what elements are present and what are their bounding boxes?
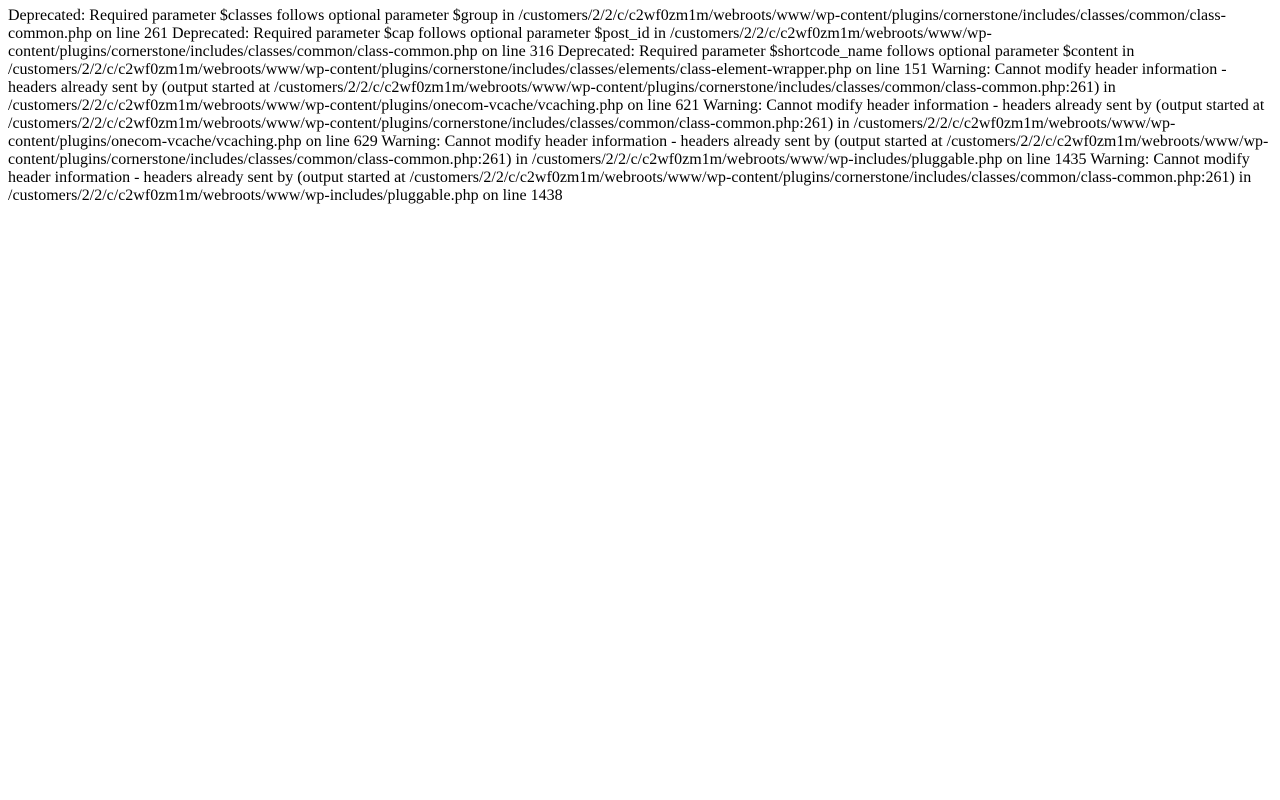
error-message-warning: Warning: Cannot modify header information - headers already sent by (output started at /customers/2/2/c/c2wf0zm1m/webroots/www/wp-content/plugins/cornerstone/includes/classes/common/class-common.php:261) in /customers/2/2/c/c2wf0zm1m/webroots/www/wp-includes/pluggable.php on line 1435 [8, 133, 1269, 168]
line-number: 261 [144, 25, 168, 42]
error-text: Required parameter $shortcode_name follows optional parameter $content in [638, 43, 1135, 60]
error-level: Deprecated [8, 7, 81, 24]
error-text: Cannot modify header information - headers already sent by (output started at /customers/2/2/c/c2wf0zm1m/webroots/www/wp-content/plugins/cornerstone/includes/classes/common/class-common.php:261) in [8, 151, 1252, 186]
error-file-path: /customers/2/2/c/c2wf0zm1m/webroots/www/wp-includes/pluggable.php [531, 151, 1003, 168]
error-level: Deprecated [172, 25, 245, 42]
error-text: Cannot modify header information - headers already sent by (output started at /customers/2/2/c/c2wf0zm1m/webroots/www/wp-content/plugins/cornerstone/includes/classes/common/class-common.php:261) in [8, 133, 1269, 168]
line-label: on line [627, 97, 672, 114]
error-message-deprecated: Deprecated: Required parameter $cap follows optional parameter $post_id in /customers/2/2/c/c2wf0zm1m/webroots/www/wp-content/plugins/cornerstone/includes/classes/common/class-common.php on line 316 [8, 25, 992, 60]
error-text: Required parameter $cap follows optional parameter $post_id in [253, 25, 667, 42]
error-level: Warning [703, 97, 758, 114]
error-message-warning: Warning: Cannot modify header information - headers already sent by (output started at /customers/2/2/c/c2wf0zm1m/webroots/www/wp-content/plugins/cornerstone/includes/classes/common/class-common.php:261) in /customers/2/2/c/c2wf0zm1m/webroots/www/wp-content/plugins/onecom-vcache/vcaching.php on line 629 [8, 97, 1265, 150]
error-text: Cannot modify header information - headers already sent by (output started at /customers/2/2/c/c2wf0zm1m/webroots/www/wp-content/plugins/cornerstone/includes/classes/common/class-common.php:261) in [8, 97, 1265, 132]
error-log [8, 7, 1272, 205]
line-label: on line [855, 61, 900, 78]
line-number: 1438 [530, 187, 563, 204]
error-level: Warning [1090, 151, 1145, 168]
error-file-path: /customers/2/2/c/c2wf0zm1m/webroots/www/wp-content/plugins/cornerstone/includes/classes/common/class-common.php [8, 25, 992, 60]
line-number: 629 [353, 133, 378, 150]
error-file-path: /customers/2/2/c/c2wf0zm1m/webroots/www/wp-includes/pluggable.php [8, 187, 479, 204]
error-file-path: /customers/2/2/c/c2wf0zm1m/webroots/www/wp-content/plugins/onecom-vcache/vcaching.php [8, 115, 1176, 150]
error-message-warning: Warning: Cannot modify header information - headers already sent by (output started at /customers/2/2/c/c2wf0zm1m/webroots/www/wp-content/plugins/cornerstone/includes/classes/common/class-common.php:261) in /customers/2/2/c/c2wf0zm1m/webroots/www/wp-content/plugins/onecom-vcache/vcaching.php on line 621 [8, 61, 1227, 114]
error-message-deprecated: Deprecated: Required parameter $classes follows optional parameter $group in /customers/2/2/c/c2wf0zm1m/webroots/www/wp-content/plugins/cornerstone/includes/classes/common/class-common.php on line 261 [8, 7, 1226, 42]
line-label: on line [305, 133, 350, 150]
line-label: on line [1006, 151, 1051, 168]
line-label: on line [96, 25, 140, 42]
error-level: Deprecated [557, 43, 631, 60]
line-number: 316 [529, 43, 554, 60]
error-file-path: /customers/2/2/c/c2wf0zm1m/webroots/www/wp-content/plugins/cornerstone/includes/classes/common/class-common.php [8, 7, 1226, 42]
error-message-deprecated: Deprecated: Required parameter $shortcode_name follows optional parameter $content in /customers/2/2/c/c2wf0zm1m/webroots/www/wp-content/plugins/cornerstone/includes/classes/elements/class-element-wrapper.php on line 151 [8, 43, 1135, 78]
error-level: Warning [931, 61, 987, 78]
line-label: on line [482, 187, 527, 204]
line-number: 1435 [1054, 151, 1087, 168]
line-number: 621 [675, 97, 700, 114]
error-level: Warning [381, 133, 437, 150]
line-number: 151 [903, 61, 928, 78]
error-message-warning: Warning: Cannot modify header information - headers already sent by (output started at /customers/2/2/c/c2wf0zm1m/webroots/www/wp-content/plugins/cornerstone/includes/classes/common/class-common.php:261) in /customers/2/2/c/c2wf0zm1m/webroots/www/wp-includes/pluggable.php on line 1438 [8, 151, 1252, 204]
line-label: on line [481, 43, 526, 60]
error-text: Required parameter $classes follows optional parameter $group in [89, 7, 515, 24]
error-text: Cannot modify header information - headers already sent by (output started at /customers/2/2/c/c2wf0zm1m/webroots/www/wp-content/plugins/cornerstone/includes/classes/common/class-common.php:261) in [8, 61, 1227, 96]
error-file-path: /customers/2/2/c/c2wf0zm1m/webroots/www/wp-content/plugins/cornerstone/includes/classes/elements/class-element-wrapper.php [8, 61, 852, 78]
error-file-path: /customers/2/2/c/c2wf0zm1m/webroots/www/wp-content/plugins/onecom-vcache/vcaching.php [8, 97, 624, 114]
